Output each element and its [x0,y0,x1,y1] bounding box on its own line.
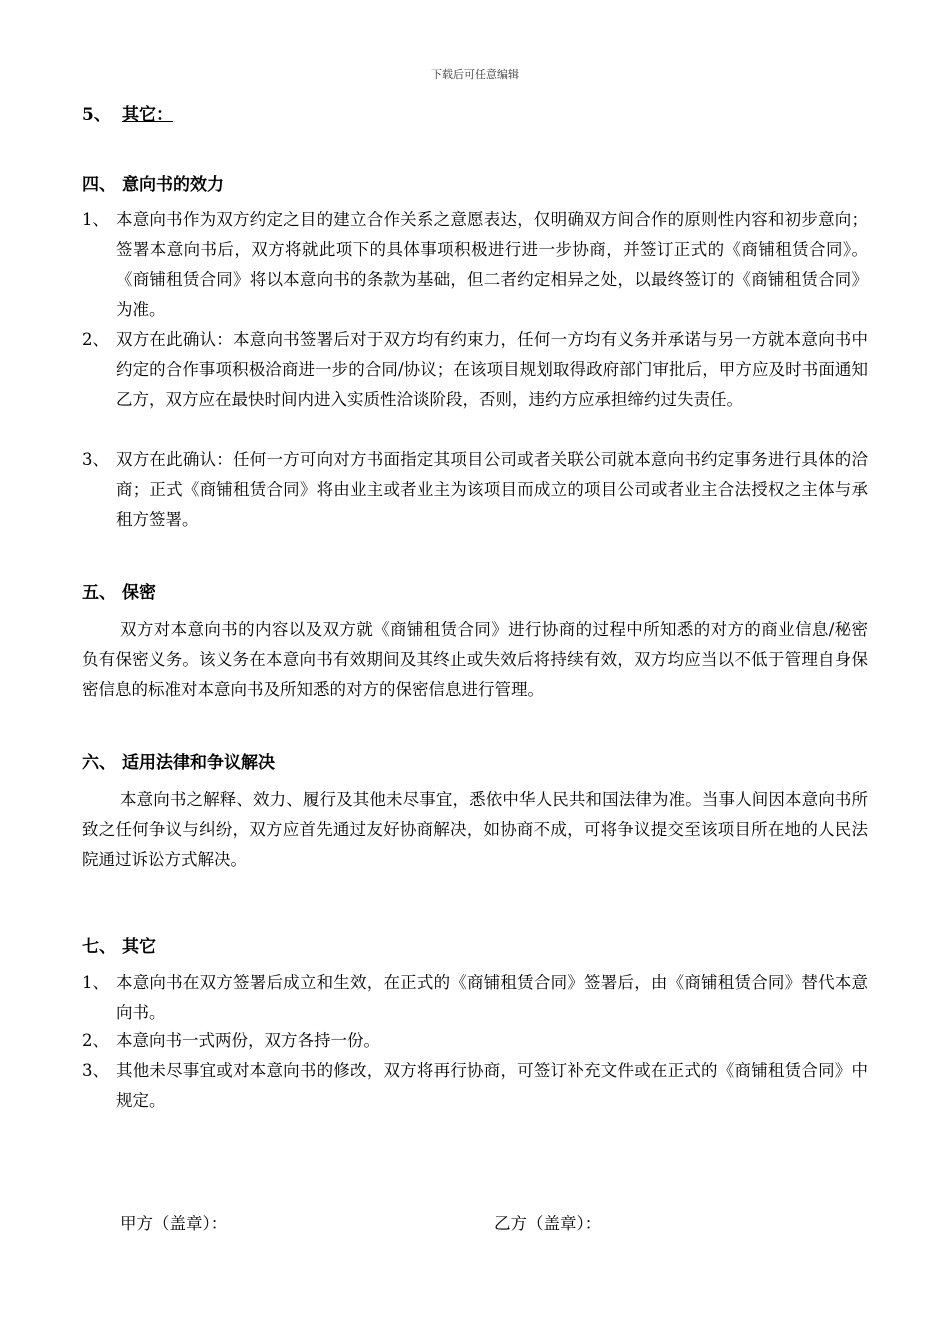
page-header: 下载后可任意编辑 [431,68,519,81]
section-title: 其它 [122,937,156,957]
item-number: 2、 [82,1031,109,1050]
item-number: 3、 [82,1061,109,1080]
section-number: 五、 [82,583,116,603]
item-text: 双方在此确认：本意向书签署后对于双方均有约束力，任何一方均有义务并承诺与另一方就本意向书中约定的合作事项积极洽商进一步的合同/协议；在该项目规划取得政府部门审批后，甲方应及时书面通知乙方，双方应在最快时间内进入实质性洽谈阶段，否则，违约方应承担缔约过失责任。 [116,330,868,409]
section-number: 六、 [82,753,116,773]
section-4-heading [82,170,224,195]
list-item [82,445,868,535]
item-text: 本意向书一式两份，双方各持一份。 [116,1031,380,1050]
section-6-heading [82,748,275,773]
list-item [82,1026,868,1056]
item-number: 2、 [82,330,109,349]
section-7-heading [82,932,156,957]
section-title: 适用法律和争议解决 [122,753,275,773]
section-number: 四、 [82,175,116,195]
section-title: 意向书的效力 [122,175,224,195]
section-5-confidentiality-heading [82,578,156,603]
section-number: 七、 [82,937,116,957]
section-5-heading [82,100,173,125]
party-a-seal-label: 甲方（盖章）： [120,1214,228,1233]
item-text: 本意向书在双方签署后成立和生效，在正式的《商铺租赁合同》签署后，由《商铺租赁合同》替代本意向书。 [116,973,868,1022]
item-number: 1、 [82,973,109,992]
item-number: 1、 [82,210,109,229]
list-item [82,325,868,415]
section-title: 保密 [122,583,156,603]
party-b-seal-label: 乙方（盖章）： [494,1214,602,1233]
item-text: 本意向书作为双方约定之目的建立合作关系之意愿表达，仅明确双方间合作的原则性内容和初步意向；签署本意向书后，双方将就此项下的具体事项积极进行进一步协商，并签订正式的《商铺租赁合同》。《商铺租赁合同》将以本意向书的条款为基础，但二者约定相异之处，以最终签订的《商铺租赁合同》为准。 [116,210,868,319]
list-item [82,968,868,1028]
item-number: 3、 [82,450,109,469]
section-number: 5、 [82,105,111,125]
section-paragraph: 双方对本意向书的内容以及双方就《商铺租赁合同》进行协商的过程中所知悉的对方的商业信息/秘密负有保密义务。该义务在本意向书有效期间及其终止或失效后将持续有效，双方均应当以不低于管理自身保密信息的标准对本意向书及所知悉的对方的保密信息进行管理。 [82,620,868,699]
item-text: 双方在此确认：任何一方可向对方书面指定其项目公司或者关联公司就本意向书约定事务进行具体的洽商；正式《商铺租赁合同》将由业主或者业主为该项目而成立的项目公司或者业主合法授权之主体与承租方签署。 [116,450,868,529]
list-item [82,1056,868,1116]
section-paragraph: 本意向书之解释、效力、履行及其他未尽事宜，悉依中华人民共和国法律为准。当事人间因本意向书所致之任何争议与纠纷，双方应首先通过友好协商解决，如协商不成，可将争议提交至该项目所在地的人民法院通过诉讼方式解决。 [82,790,868,869]
section-title: 其它： [122,105,173,125]
list-item [82,205,868,325]
item-text: 其他未尽事宜或对本意向书的修改，双方将再行协商，可签订补充文件或在正式的《商铺租赁合同》中规定。 [116,1061,868,1110]
